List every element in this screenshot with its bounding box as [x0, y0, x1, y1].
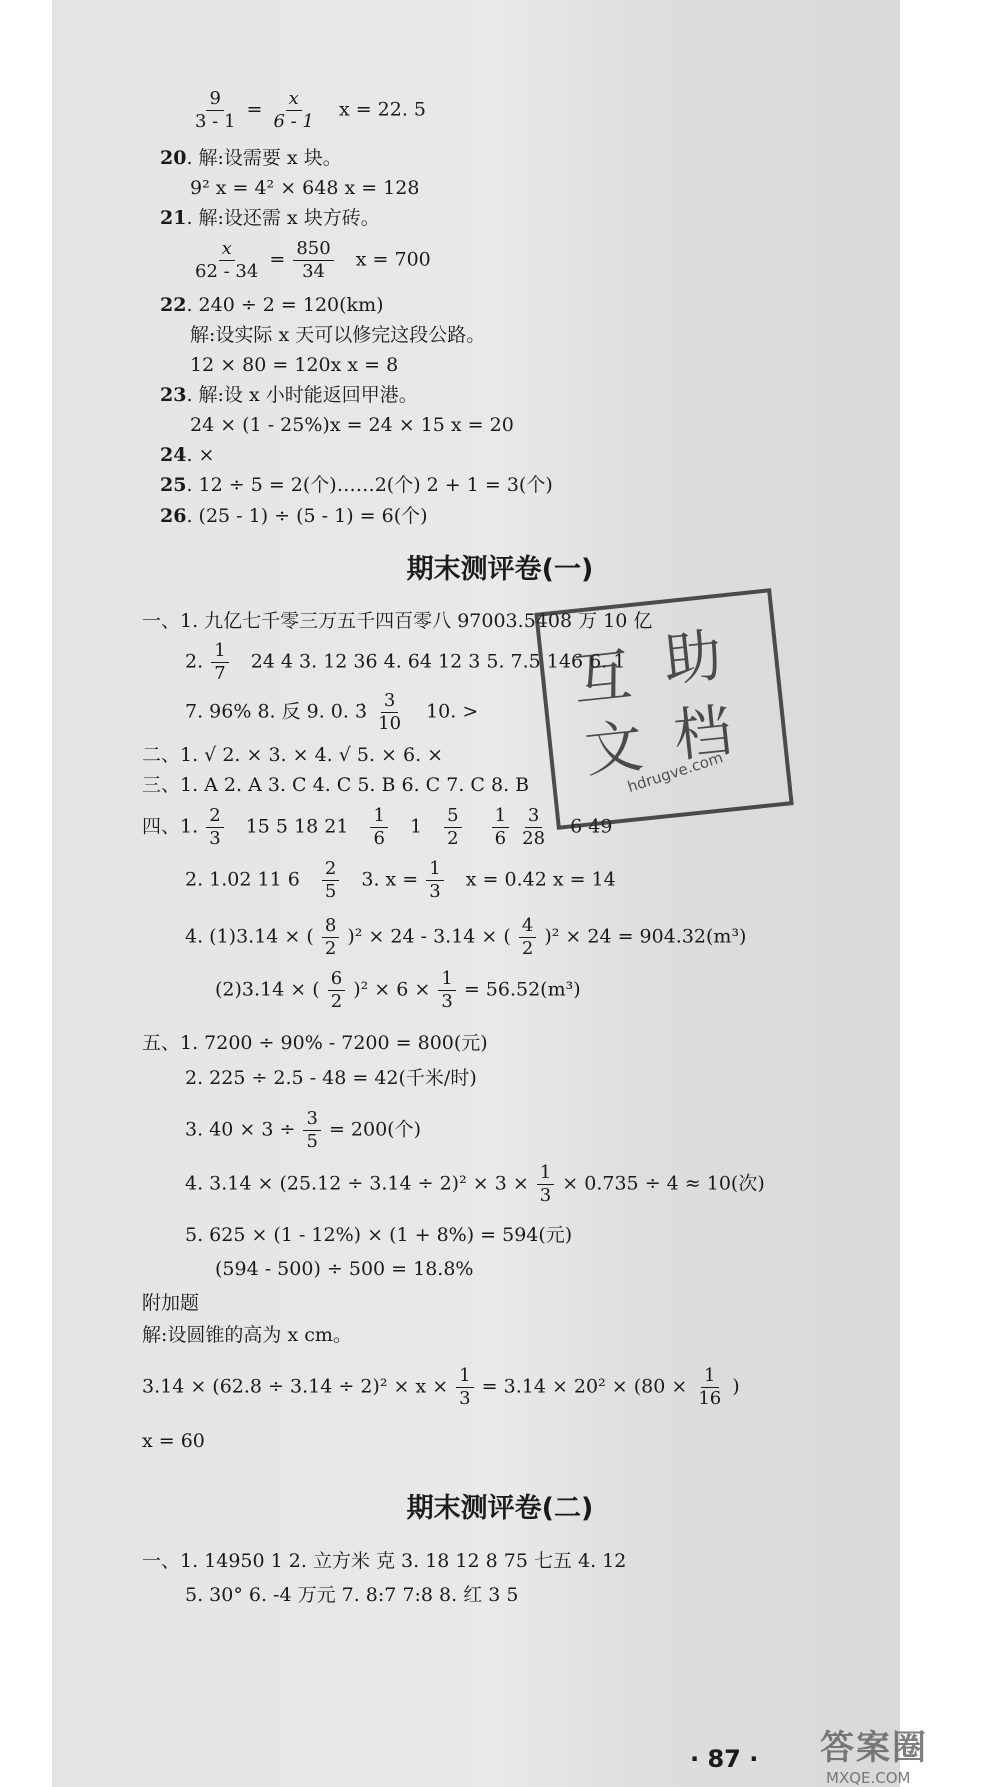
- question-22: 22. 240 ÷ 2 = 120(km): [160, 294, 384, 316]
- part4-line3: 4. (1)3.14 × ( $\frac{8}{2}$ )² × 24 - 3.14 × ( $\frac{4}{2}$ )² × 24 = 904.32(m³): [185, 915, 747, 959]
- exam2-line2: 5. 30° 6. -4 万元 7. 8:7 7:8 8. 红 3 5: [185, 1584, 519, 1606]
- fraction: $\frac{850}{34}$: [293, 238, 333, 283]
- question-21: 21. 解:设还需 x 块方砖。: [160, 207, 380, 229]
- part2-line: 二、1. √ 2. × 3. × 4. √ 5. × 6. ×: [142, 744, 444, 766]
- question-23-line2: 24 × (1 - 25%)x = 24 × 15 x = 20: [190, 414, 514, 436]
- part1-line1: 一、1. 九亿七千零三万五千四百零八 97003.5408 万 10 亿: [142, 610, 653, 632]
- fraction: $\frac{9}{3 - 1}$: [195, 88, 236, 132]
- question-20-equation: 9² x = 4² × 648 x = 128: [190, 177, 420, 199]
- watermark-stamp: 互 助 文 档 hdrugve.com: [534, 588, 793, 830]
- part5-line5: 5. 625 × (1 - 12%) × (1 + 8%) = 594(元): [185, 1224, 573, 1246]
- question-21-equation: $\frac{x}{62 - 34}$ = $\frac{850}{34}$ x = 700: [190, 238, 431, 283]
- part3-line: 三、1. A 2. A 3. C 4. C 5. B 6. C 7. C 8. B: [142, 774, 530, 796]
- part5-line6: (594 - 500) ÷ 500 = 18.8%: [215, 1258, 474, 1280]
- watermark-logo: 答案圈 MXQE.COM: [820, 1728, 928, 1787]
- question-20: 20. 解:设需要 x 块。: [160, 147, 342, 169]
- equation-line: $\frac{9}{3 - 1}$ = $\frac{x}{6 - 1}$ x = 22. 5: [190, 88, 426, 133]
- extra-line1: 解:设圆锥的高为 x cm。: [142, 1324, 352, 1346]
- exam2-line1: 一、1. 14950 1 2. 立方米 克 3. 18 12 8 75 七五 4. 12: [142, 1550, 627, 1572]
- part4-line2: 2. 1.02 11 6 $\frac{2}{5}$ 3. x = $\frac{1}{3}$ x = 0.42 x = 14: [185, 858, 616, 902]
- part5-line4: 4. 3.14 × (25.12 ÷ 3.14 ÷ 2)² × 3 × $\frac{1}{3}$ × 0.735 ÷ 4 ≈ 10(次): [185, 1162, 765, 1206]
- question-25: 25. 12 ÷ 5 = 2(个)……2(个) 2 + 1 = 3(个): [160, 474, 553, 496]
- part4-line4: (2)3.14 × ( $\frac{6}{2}$ )² × 6 × $\frac{1}{3}$ = 56.52(m³): [215, 968, 581, 1012]
- extra-title: 附加题: [142, 1292, 200, 1314]
- part5-line3: 3. 40 × 3 ÷ $\frac{3}{5}$ = 200(个): [185, 1108, 422, 1152]
- fraction: $\frac{x}{62 - 34}$: [195, 238, 259, 282]
- question-22-line2: 解:设实际 x 天可以修完这段公路。: [190, 324, 486, 346]
- part1-line2: 2. $\frac{1}{7}$ 24 4 3. 12 36 4. 64 12 3 5. 7.5 146 6. 1: [185, 640, 626, 684]
- part5-line1: 五、1. 7200 ÷ 90% - 7200 = 800(元): [142, 1032, 488, 1054]
- part4-line1: 四、1. $\frac{2}{3}$ 15 5 18 21 $\frac{1}{6}$ 1 $\frac{5}{2}$ $\frac{1}{6}$ $\frac{3}{28}$ 6 49: [142, 805, 613, 849]
- part1-line3: 7. 96% 8. 反 9. 0. 3̇ $\frac{3}{10}$ 10. >: [185, 690, 479, 734]
- question-22-line3: 12 × 80 = 120x x = 8: [190, 354, 399, 376]
- question-23: 23. 解:设 x 小时能返回甲港。: [160, 384, 418, 406]
- page-number: · 87 ·: [690, 1745, 759, 1773]
- extra-line2: 3.14 × (62.8 ÷ 3.14 ÷ 2)² × x × $\frac{1}{3}$ = 3.14 × 20² × (80 × $\frac{1}{16}$ ): [142, 1365, 740, 1409]
- exam-2-title: 期末测评卷(二): [406, 1493, 594, 1524]
- fraction: $\frac{x}{6 - 1}$: [273, 88, 314, 132]
- part5-line2: 2. 225 ÷ 2.5 - 48 = 42(千米/时): [185, 1067, 477, 1089]
- extra-line3: x = 60: [142, 1430, 205, 1452]
- question-26: 26. (25 - 1) ÷ (5 - 1) = 6(个): [160, 505, 428, 527]
- exam-1-title: 期末测评卷(一): [406, 554, 594, 585]
- question-24: 24. ×: [160, 444, 215, 466]
